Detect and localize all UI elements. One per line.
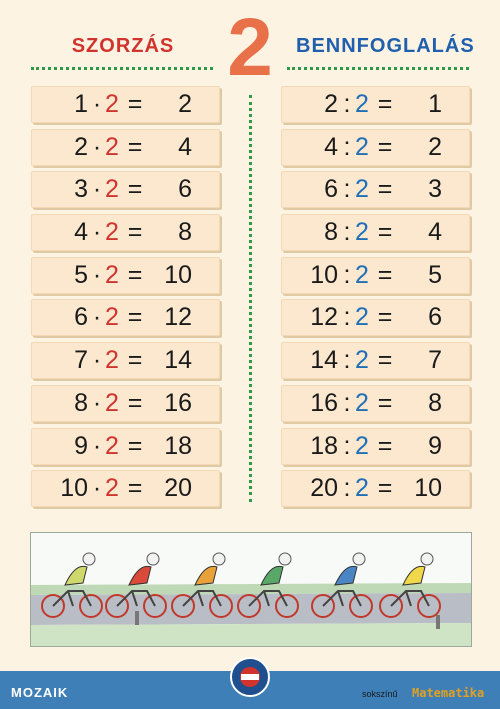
result: 10 bbox=[414, 474, 442, 503]
equals-sign: = bbox=[127, 260, 143, 289]
series-prefix: sokszínű bbox=[362, 689, 398, 699]
divisor-two: 2 bbox=[105, 90, 119, 118]
operator: · bbox=[92, 175, 102, 204]
divisor-two: 2 bbox=[355, 431, 369, 460]
operand: 12 bbox=[310, 303, 338, 332]
operand: 18 bbox=[310, 431, 338, 460]
result: 6 bbox=[428, 303, 442, 332]
multiplication-row bbox=[31, 428, 220, 465]
multiplication-column bbox=[31, 86, 220, 513]
multiplication-row bbox=[31, 214, 220, 251]
operand: 10 bbox=[60, 474, 88, 503]
result: 16 bbox=[164, 388, 192, 417]
result: 20 bbox=[164, 474, 192, 503]
operator: : bbox=[343, 260, 351, 289]
equals-sign: = bbox=[377, 388, 393, 417]
operand: 8 bbox=[74, 388, 88, 417]
result: 4 bbox=[178, 132, 192, 161]
big-number: 2 bbox=[227, 2, 273, 93]
result: 5 bbox=[428, 260, 442, 289]
operand: 5 bbox=[74, 260, 88, 289]
division-row bbox=[281, 171, 470, 208]
division-row bbox=[281, 342, 470, 379]
cyclists-illustration bbox=[30, 532, 472, 647]
equals-sign: = bbox=[377, 132, 393, 161]
operator: · bbox=[92, 218, 102, 247]
operand: 6 bbox=[74, 303, 88, 332]
operand: 9 bbox=[74, 431, 88, 460]
division-row bbox=[281, 129, 470, 166]
divisor-two: 2 bbox=[355, 218, 369, 247]
divisor-two: 2 bbox=[355, 175, 369, 204]
divisor-two: 2 bbox=[355, 346, 369, 375]
operator: · bbox=[92, 260, 102, 289]
operator: · bbox=[92, 474, 102, 503]
result: 10 bbox=[164, 260, 192, 289]
equals-sign: = bbox=[377, 218, 393, 247]
cyclists-icon bbox=[31, 533, 471, 646]
divisor-two: 2 bbox=[105, 388, 119, 417]
equals-sign: = bbox=[127, 175, 143, 204]
operator: · bbox=[92, 90, 102, 118]
operator: : bbox=[343, 474, 351, 503]
result: 2 bbox=[428, 132, 442, 161]
operator: : bbox=[343, 90, 351, 118]
multiplication-row bbox=[31, 257, 220, 294]
operator: : bbox=[343, 388, 351, 417]
division-column bbox=[281, 86, 470, 513]
divisor-two: 2 bbox=[105, 431, 119, 460]
operand: 2 bbox=[74, 132, 88, 161]
divisor-two: 2 bbox=[355, 260, 369, 289]
equals-sign: = bbox=[127, 90, 143, 118]
series-name: Matematika bbox=[412, 686, 485, 700]
dotted-divider-left bbox=[31, 67, 213, 70]
result: 12 bbox=[164, 303, 192, 332]
result: 3 bbox=[428, 175, 442, 204]
result: 8 bbox=[178, 218, 192, 247]
multiplication-title: SZORZÁS bbox=[71, 35, 175, 57]
result: 9 bbox=[428, 431, 442, 460]
operator: : bbox=[343, 431, 351, 460]
operator: : bbox=[343, 218, 351, 247]
division-row bbox=[281, 299, 470, 336]
multiplication-row bbox=[31, 86, 220, 123]
division-row bbox=[281, 257, 470, 294]
operator: · bbox=[92, 303, 102, 332]
equals-sign: = bbox=[127, 346, 143, 375]
operator: : bbox=[343, 346, 351, 375]
operator: : bbox=[343, 303, 351, 332]
operand: 3 bbox=[74, 175, 88, 204]
operand: 14 bbox=[310, 346, 338, 375]
divisor-two: 2 bbox=[105, 303, 119, 332]
operator: · bbox=[92, 346, 102, 375]
divisor-two: 2 bbox=[355, 132, 369, 161]
equals-sign: = bbox=[377, 260, 393, 289]
multiplication-row bbox=[31, 385, 220, 422]
equals-sign: = bbox=[127, 132, 143, 161]
division-row bbox=[281, 86, 470, 123]
result: 2 bbox=[178, 90, 192, 118]
operator: : bbox=[343, 175, 351, 204]
result: 18 bbox=[164, 431, 192, 460]
operand: 16 bbox=[310, 388, 338, 417]
operand: 8 bbox=[324, 218, 338, 247]
multiplication-row bbox=[31, 299, 220, 336]
equals-sign: = bbox=[377, 303, 393, 332]
multiplication-row bbox=[31, 129, 220, 166]
equals-sign: = bbox=[127, 303, 143, 332]
operand: 1 bbox=[74, 90, 88, 118]
division-row bbox=[281, 385, 470, 422]
divisor-two: 2 bbox=[105, 175, 119, 204]
equals-sign: = bbox=[127, 474, 143, 503]
operand: 20 bbox=[310, 474, 338, 503]
multiplication-row bbox=[31, 171, 220, 208]
division-row bbox=[281, 470, 470, 507]
operator: · bbox=[92, 431, 102, 460]
result: 1 bbox=[428, 90, 442, 118]
result: 8 bbox=[428, 388, 442, 417]
division-row bbox=[281, 428, 470, 465]
operand: 10 bbox=[310, 260, 338, 289]
divisor-two: 2 bbox=[355, 90, 369, 118]
result: 4 bbox=[428, 218, 442, 247]
division-title: BENNFOGLALÁS bbox=[296, 35, 475, 57]
operand: 4 bbox=[74, 218, 88, 247]
divisor-two: 2 bbox=[355, 474, 369, 503]
divisor-two: 2 bbox=[105, 218, 119, 247]
operator: · bbox=[92, 132, 102, 161]
operand: 7 bbox=[74, 346, 88, 375]
operand: 4 bbox=[324, 132, 338, 161]
divisor-two: 2 bbox=[355, 388, 369, 417]
operand: 6 bbox=[324, 175, 338, 204]
dotted-divider-vertical bbox=[249, 95, 252, 502]
operator: : bbox=[343, 132, 351, 161]
result: 14 bbox=[164, 346, 192, 375]
equals-sign: = bbox=[377, 90, 393, 118]
equals-sign: = bbox=[377, 175, 393, 204]
division-row bbox=[281, 214, 470, 251]
result: 7 bbox=[428, 346, 442, 375]
operand: 2 bbox=[324, 90, 338, 118]
divisor-two: 2 bbox=[355, 303, 369, 332]
visual-aids-logo bbox=[230, 657, 270, 702]
equals-sign: = bbox=[127, 218, 143, 247]
multiplication-row bbox=[31, 470, 220, 507]
divisor-two: 2 bbox=[105, 260, 119, 289]
result: 6 bbox=[178, 175, 192, 204]
divisor-two: 2 bbox=[105, 132, 119, 161]
dotted-divider-right bbox=[287, 67, 469, 70]
equals-sign: = bbox=[377, 431, 393, 460]
publisher-logo: MOZAIK bbox=[11, 685, 69, 700]
operator: · bbox=[92, 388, 102, 417]
equals-sign: = bbox=[127, 388, 143, 417]
multiplication-row bbox=[31, 342, 220, 379]
equals-sign: = bbox=[127, 431, 143, 460]
divisor-two: 2 bbox=[105, 474, 119, 503]
equals-sign: = bbox=[377, 474, 393, 503]
equals-sign: = bbox=[377, 346, 393, 375]
divisor-two: 2 bbox=[105, 346, 119, 375]
